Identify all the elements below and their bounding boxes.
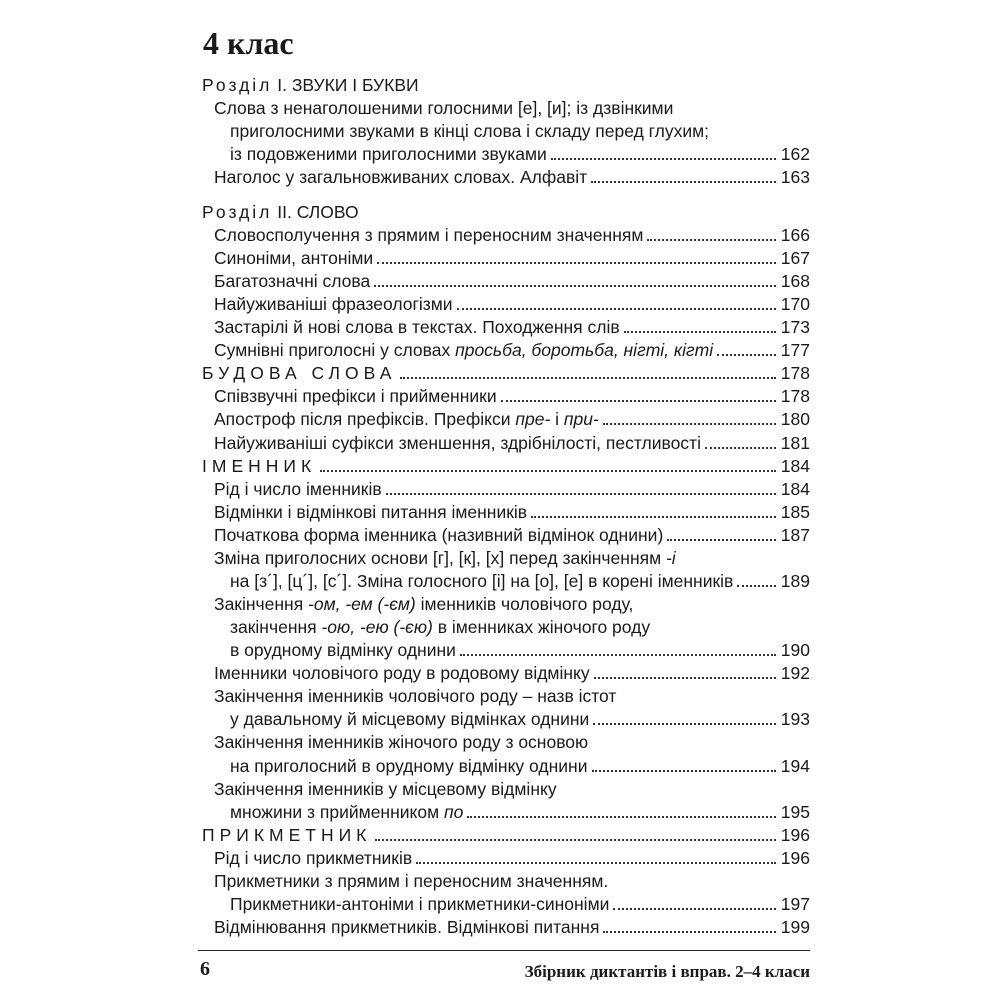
toc-heading: ІМЕННИК 184 [200, 455, 810, 478]
toc-entry: Початкова форма іменника (називний відмінок однини) 187 [200, 524, 810, 547]
list-item: Прикметники з прямим і переносним значенням. [214, 870, 609, 891]
book-title: Збірник диктантів і вправ. 2–4 класи [524, 962, 810, 981]
toc-entry: Співзвучні префікси і прийменники 178 [200, 385, 810, 408]
toc-entry: Рід і число прикметників 196 [200, 847, 810, 870]
toc-entry: Відмінювання прикметників. Відмінкові питання 199 [200, 916, 810, 939]
page-ref: 163 [776, 166, 810, 189]
toc-entry: на [з´], [ц´], [с´]. Зміна голосного [і] на [о], [е] в корені іменників 189 [200, 570, 810, 593]
toc-entry: множини з прийменником по 195 [200, 801, 810, 824]
toc-entry: Сумнівні приголосні у словах просьба, боротьба, нігті, кігті 177 [200, 339, 810, 362]
page-ref: 196 [776, 824, 810, 847]
page-ref: 199 [776, 916, 810, 939]
list-item: Закінчення -ом, -ем (-єм) іменників чоловічого роду, [214, 594, 634, 615]
toc-entry: Іменники чоловічого роду в родовому відмінку 192 [200, 662, 810, 685]
page-ref: 196 [776, 847, 810, 870]
toc-entry: Прикметники-антоніми і прикметники-синоніми 197 [200, 893, 810, 916]
page-ref: 184 [776, 478, 810, 501]
page-ref: 190 [776, 639, 810, 662]
section-label: Розділ [202, 201, 273, 222]
page-ref: 168 [776, 270, 810, 293]
list-item: Зміна приголосних основи [г], [к], [х] перед закінченням -і [214, 547, 676, 568]
toc-entry: із подовженими приголосними звуками 162 [200, 143, 810, 166]
toc-entry: Найуживаніші суфікси зменшення, здрібнілості, пестливості 181 [200, 432, 810, 455]
page-ref: 167 [776, 247, 810, 270]
section-heading-1 [200, 74, 810, 97]
page-ref: 187 [776, 524, 810, 547]
page-ref: 195 [776, 801, 810, 824]
page-title: 4 клас [203, 25, 294, 61]
footer-rule [198, 950, 810, 951]
page-ref: 178 [776, 362, 810, 385]
page-ref: 192 [776, 662, 810, 685]
toc-entry: Багатозначні слова 168 [200, 270, 810, 293]
page-ref: 184 [776, 455, 810, 478]
toc-entry: Відмінки і відмінкові питання іменників 185 [200, 501, 810, 524]
page-ref: 193 [776, 708, 810, 731]
page-ref: 178 [776, 385, 810, 408]
section-heading-2 [200, 201, 810, 224]
page-ref: 170 [776, 293, 810, 316]
page-ref: 173 [776, 316, 810, 339]
page-ref: 197 [776, 893, 810, 916]
page-ref: 185 [776, 501, 810, 524]
list-item: Слова з ненаголошеними голосними [е], [и]; із дзвінкими [214, 98, 674, 119]
page-number: 6 [200, 958, 210, 980]
toc-entry: на приголосний в орудному відмінку однини 194 [200, 755, 810, 778]
page-ref: 181 [776, 432, 810, 455]
list-item: Закінчення іменників чоловічого роду – назв істот [214, 686, 617, 707]
section-label: Розділ [202, 75, 273, 95]
section-title: II. СЛОВО [272, 201, 359, 222]
page-ref: 194 [776, 755, 810, 778]
list-item: закінчення -ою, -ею (-єю) в іменниках жіночого роду [230, 617, 651, 638]
list-item: Закінчення іменників жіночого роду з основою [214, 732, 589, 753]
section-title: I. ЗВУКИ І БУКВИ [272, 75, 419, 95]
list-item: Закінчення іменників у місцевому відмінку [214, 778, 557, 799]
toc-entry: Синоніми, антоніми 167 [200, 247, 810, 270]
toc-entry: Найуживаніші фразеологізми 170 [200, 293, 810, 316]
list-item: приголосними звуками в кінці слова і складу перед глухим; [230, 121, 710, 142]
toc-entry: у давальному й місцевому відмінках однини 193 [200, 708, 810, 731]
toc-entry: Словосполучення з прямим і переносним значенням 166 [200, 224, 810, 247]
toc-entry: Рід і число іменників 184 [200, 478, 810, 501]
toc-entry: в орудному відмінку однини 190 [200, 639, 810, 662]
toc-entry: Наголос у загальновживаних словах. Алфавіт 163 [200, 166, 810, 189]
page-ref: 180 [776, 408, 810, 431]
toc-entry: Застарілі й нові слова в текстах. Походження слів 173 [200, 316, 810, 339]
toc-entry: Апостроф після префіксів. Префікси пре- і при- 180 [200, 408, 810, 431]
page-ref: 189 [776, 570, 810, 593]
page-ref: 166 [776, 224, 810, 247]
toc-heading: БУДОВА СЛОВА 178 [200, 362, 810, 385]
page-ref: 162 [776, 143, 810, 166]
toc-heading: ПРИКМЕТНИК 196 [200, 824, 810, 847]
page-ref: 177 [776, 339, 810, 362]
